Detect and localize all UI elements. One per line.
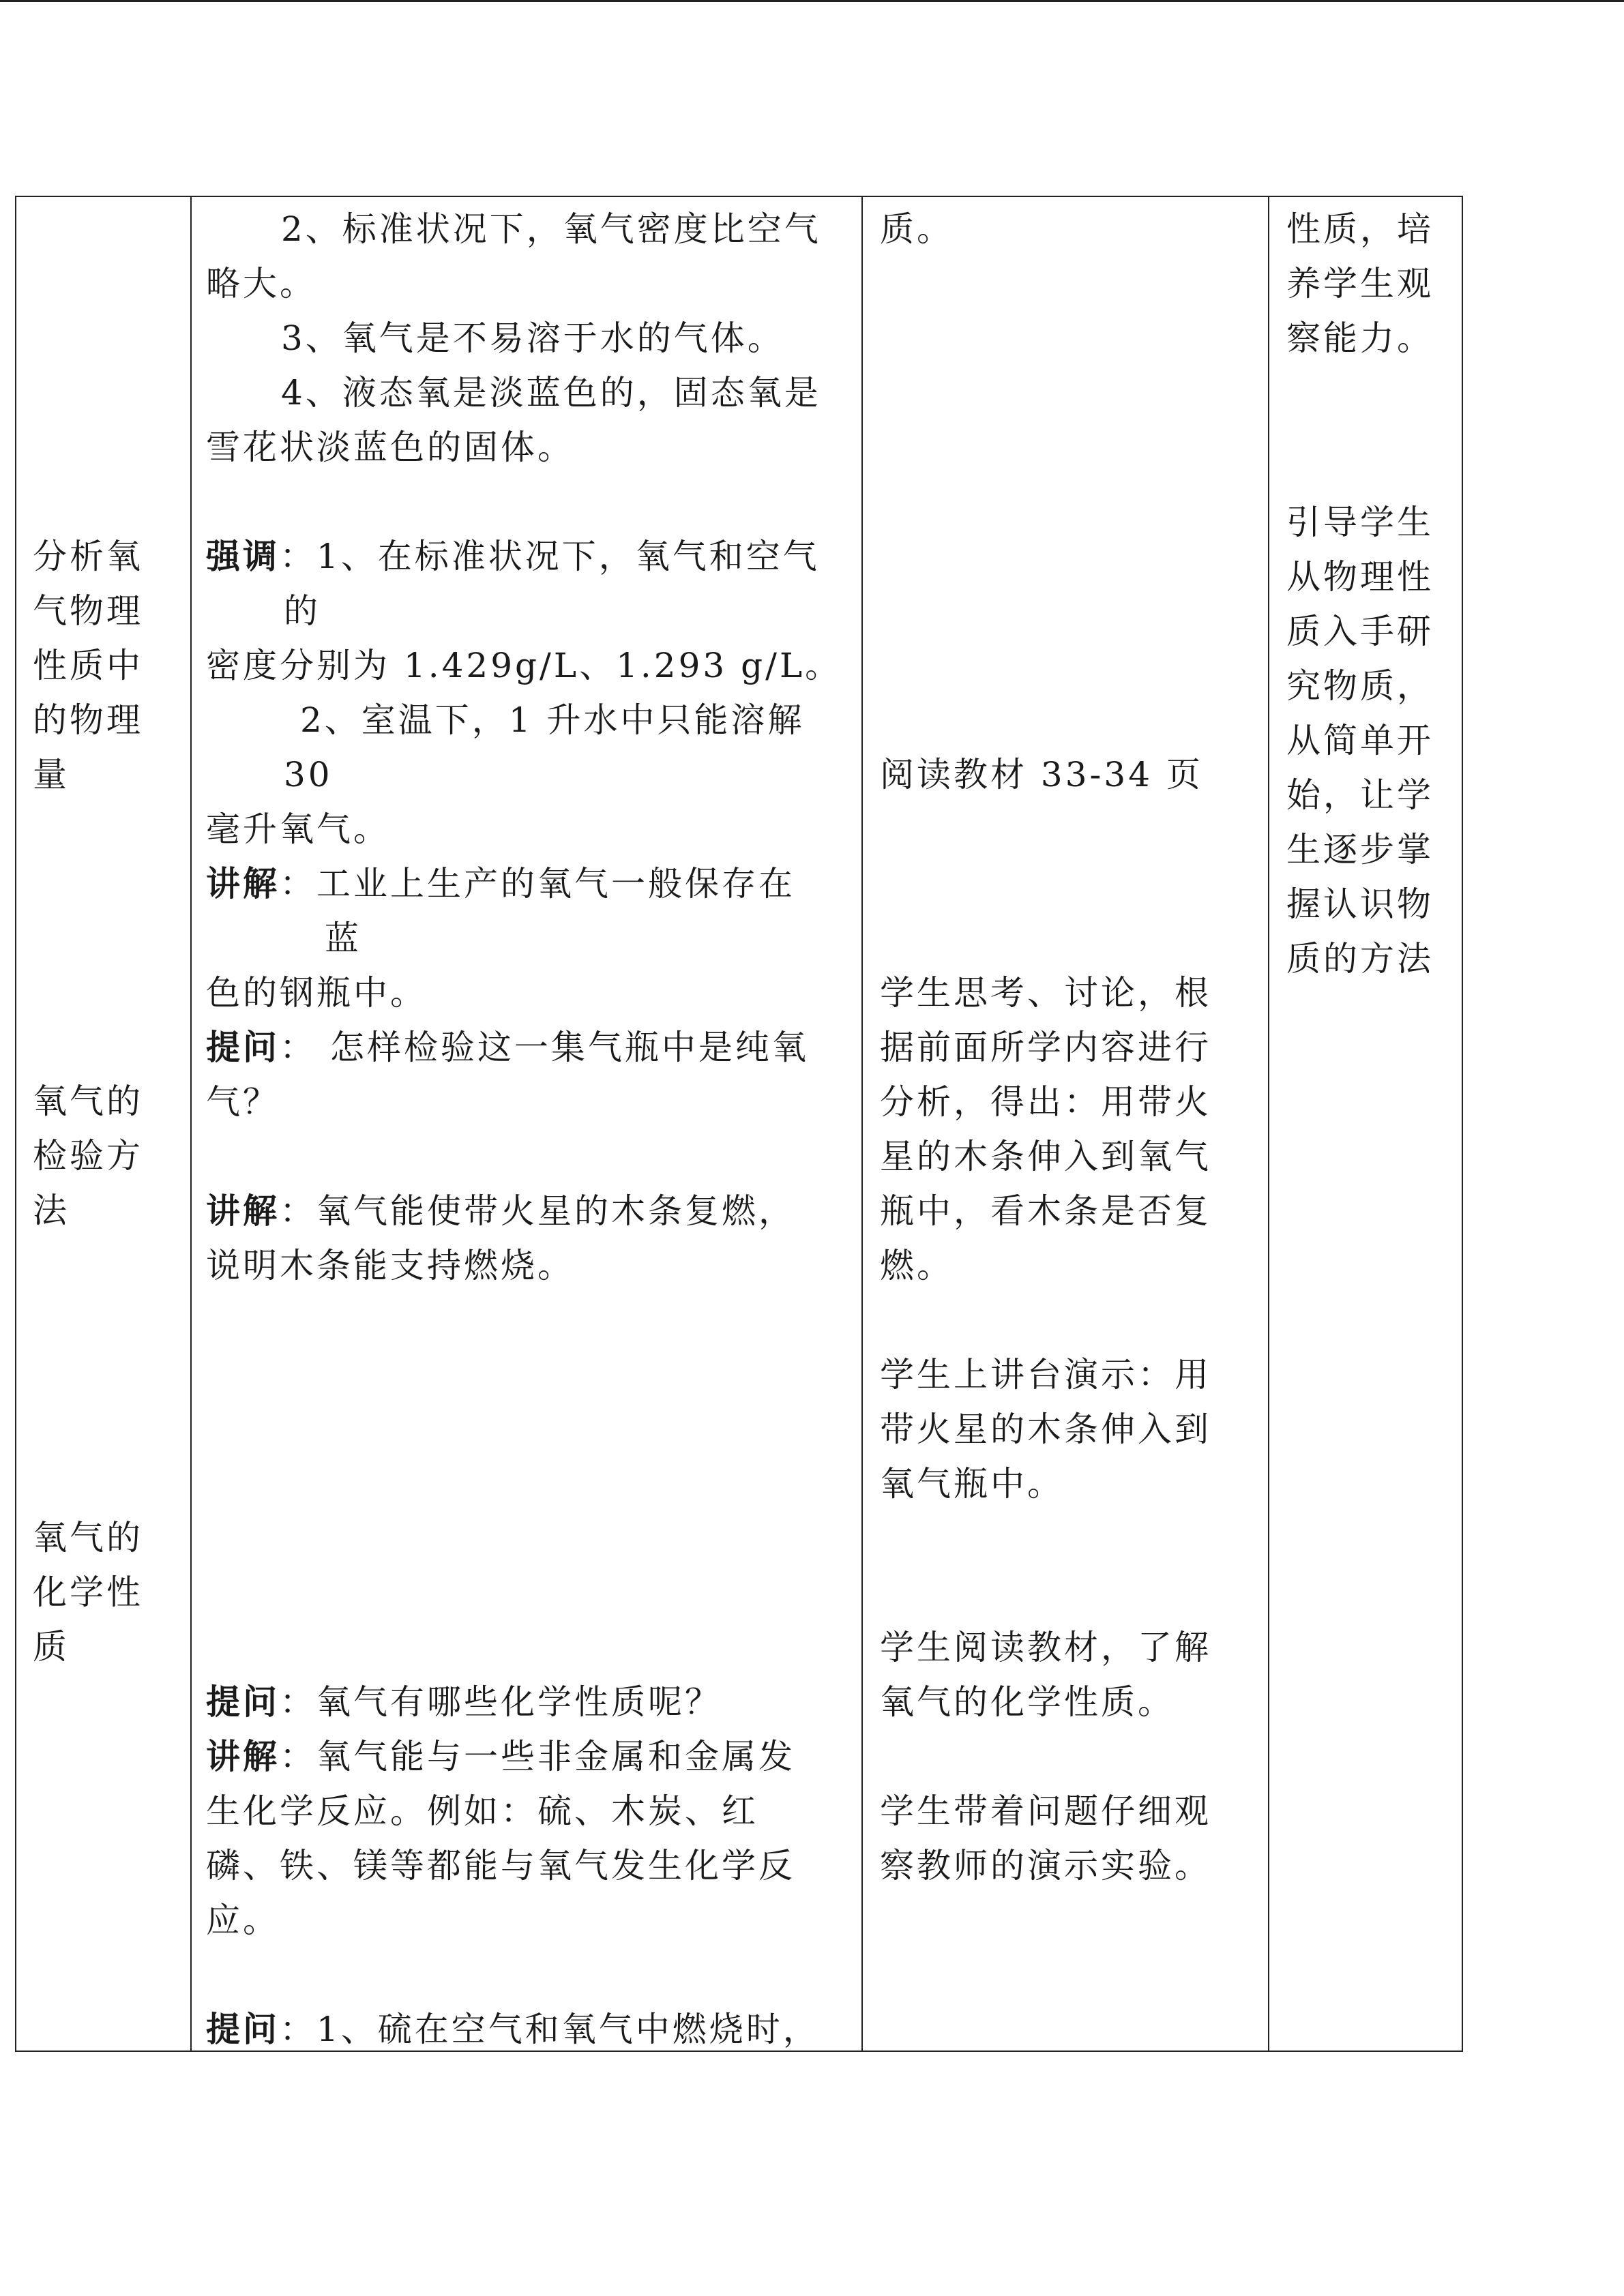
- lecture-label: 讲解: [206, 1191, 280, 1231]
- student-activity-reading: 学生阅读教材，了解 氧气的化学性质。: [880, 1628, 1211, 1722]
- teacher-line: 2、标准状况下，氧气密度比空气: [281, 209, 821, 249]
- column-divider-1: [190, 196, 192, 2052]
- teacher-line: 2、室温下，1 升水中只能溶解: [300, 700, 805, 740]
- teacher-line: 色的钢瓶中。: [206, 973, 427, 1013]
- student-activity-demo: 学生上讲台演示：用 带火星的木条伸入到 氧气瓶中。: [880, 1355, 1211, 1504]
- teacher-line: 3、氧气是不易溶于水的气体。: [281, 318, 784, 358]
- topic-chemical-properties: 氧气的 化学性 质: [33, 1518, 143, 1667]
- question-line: 提问： 怎样检验这一集气瓶中是纯氧: [206, 1027, 809, 1067]
- teacher-line: 气？: [206, 1082, 280, 1122]
- teacher-line: 的: [284, 591, 321, 631]
- topic-test-method: 氧气的 检验方 法: [33, 1082, 143, 1230]
- teacher-line: 磷、铁、镁等都能与氧气发生化学反: [206, 1846, 795, 1885]
- teacher-line: 应。: [206, 1900, 280, 1940]
- column-divider-2: [861, 196, 863, 2052]
- teacher-line: 4、液态氧是淡蓝色的，固态氧是: [281, 373, 821, 413]
- teacher-line: 毫升氧气。: [206, 809, 390, 849]
- design-intent-observation: 性质，培 养学生观 察能力。: [1286, 209, 1434, 358]
- lecture-line: 讲解：工业上生产的氧气一般保存在: [206, 863, 795, 904]
- top-rule: [0, 0, 1624, 2]
- teacher-line: 30: [284, 755, 333, 794]
- teacher-line: 说明木条能支持燃烧。: [206, 1246, 574, 1285]
- teacher-line: 略大。: [206, 264, 316, 303]
- teacher-line: 蓝: [325, 919, 361, 958]
- design-intent-method: 引导学生 从物理性 质入手研 究物质， 从简单开 始，让学 生逐步掌 握认识物 质的方法: [1286, 503, 1434, 979]
- column-divider-3: [1268, 196, 1269, 2052]
- question-line: 提问：1、硫在空气和氧气中燃烧时，: [206, 2009, 820, 2049]
- lecture-label: 讲解: [206, 1736, 280, 1776]
- student-activity-observe: 学生带着问题仔细观 察教师的演示实验。: [880, 1791, 1211, 1885]
- question-label: 提问: [206, 2009, 280, 2049]
- lecture-line: 讲解：氧气能使带火星的木条复燃，: [206, 1191, 795, 1231]
- lecture-label: 讲解: [206, 863, 280, 904]
- emphasis-line: 强调：1、在标准状况下，氧气和空气: [206, 536, 820, 576]
- question-label: 提问: [206, 1027, 280, 1067]
- teacher-line: 雪花状淡蓝色的固体。: [206, 428, 574, 467]
- teacher-line: 生化学反应。例如：硫、木炭、红: [206, 1791, 758, 1831]
- student-line: 阅读教材 33-34 页: [880, 755, 1203, 794]
- lecture-line: 讲解：氧气能与一些非金属和金属发: [206, 1736, 795, 1776]
- topic-physical-quantity: 分析氧 气物理 性质中 的物理 量: [33, 537, 143, 794]
- student-activity-discussion: 学生思考、讨论，根 据前面所学内容进行 分析，得出：用带火 星的木条伸入到氧气 瓶中，看木条是否复 燃。: [880, 973, 1211, 1285]
- teacher-line: 密度分别为 1.429g/L、1.293 g/L。: [206, 646, 842, 685]
- question-label: 提问: [206, 1682, 280, 1722]
- student-line: 质。: [880, 209, 954, 249]
- question-line: 提问：氧气有哪些化学性质呢？: [206, 1682, 722, 1722]
- emphasis-label: 强调: [206, 536, 280, 576]
